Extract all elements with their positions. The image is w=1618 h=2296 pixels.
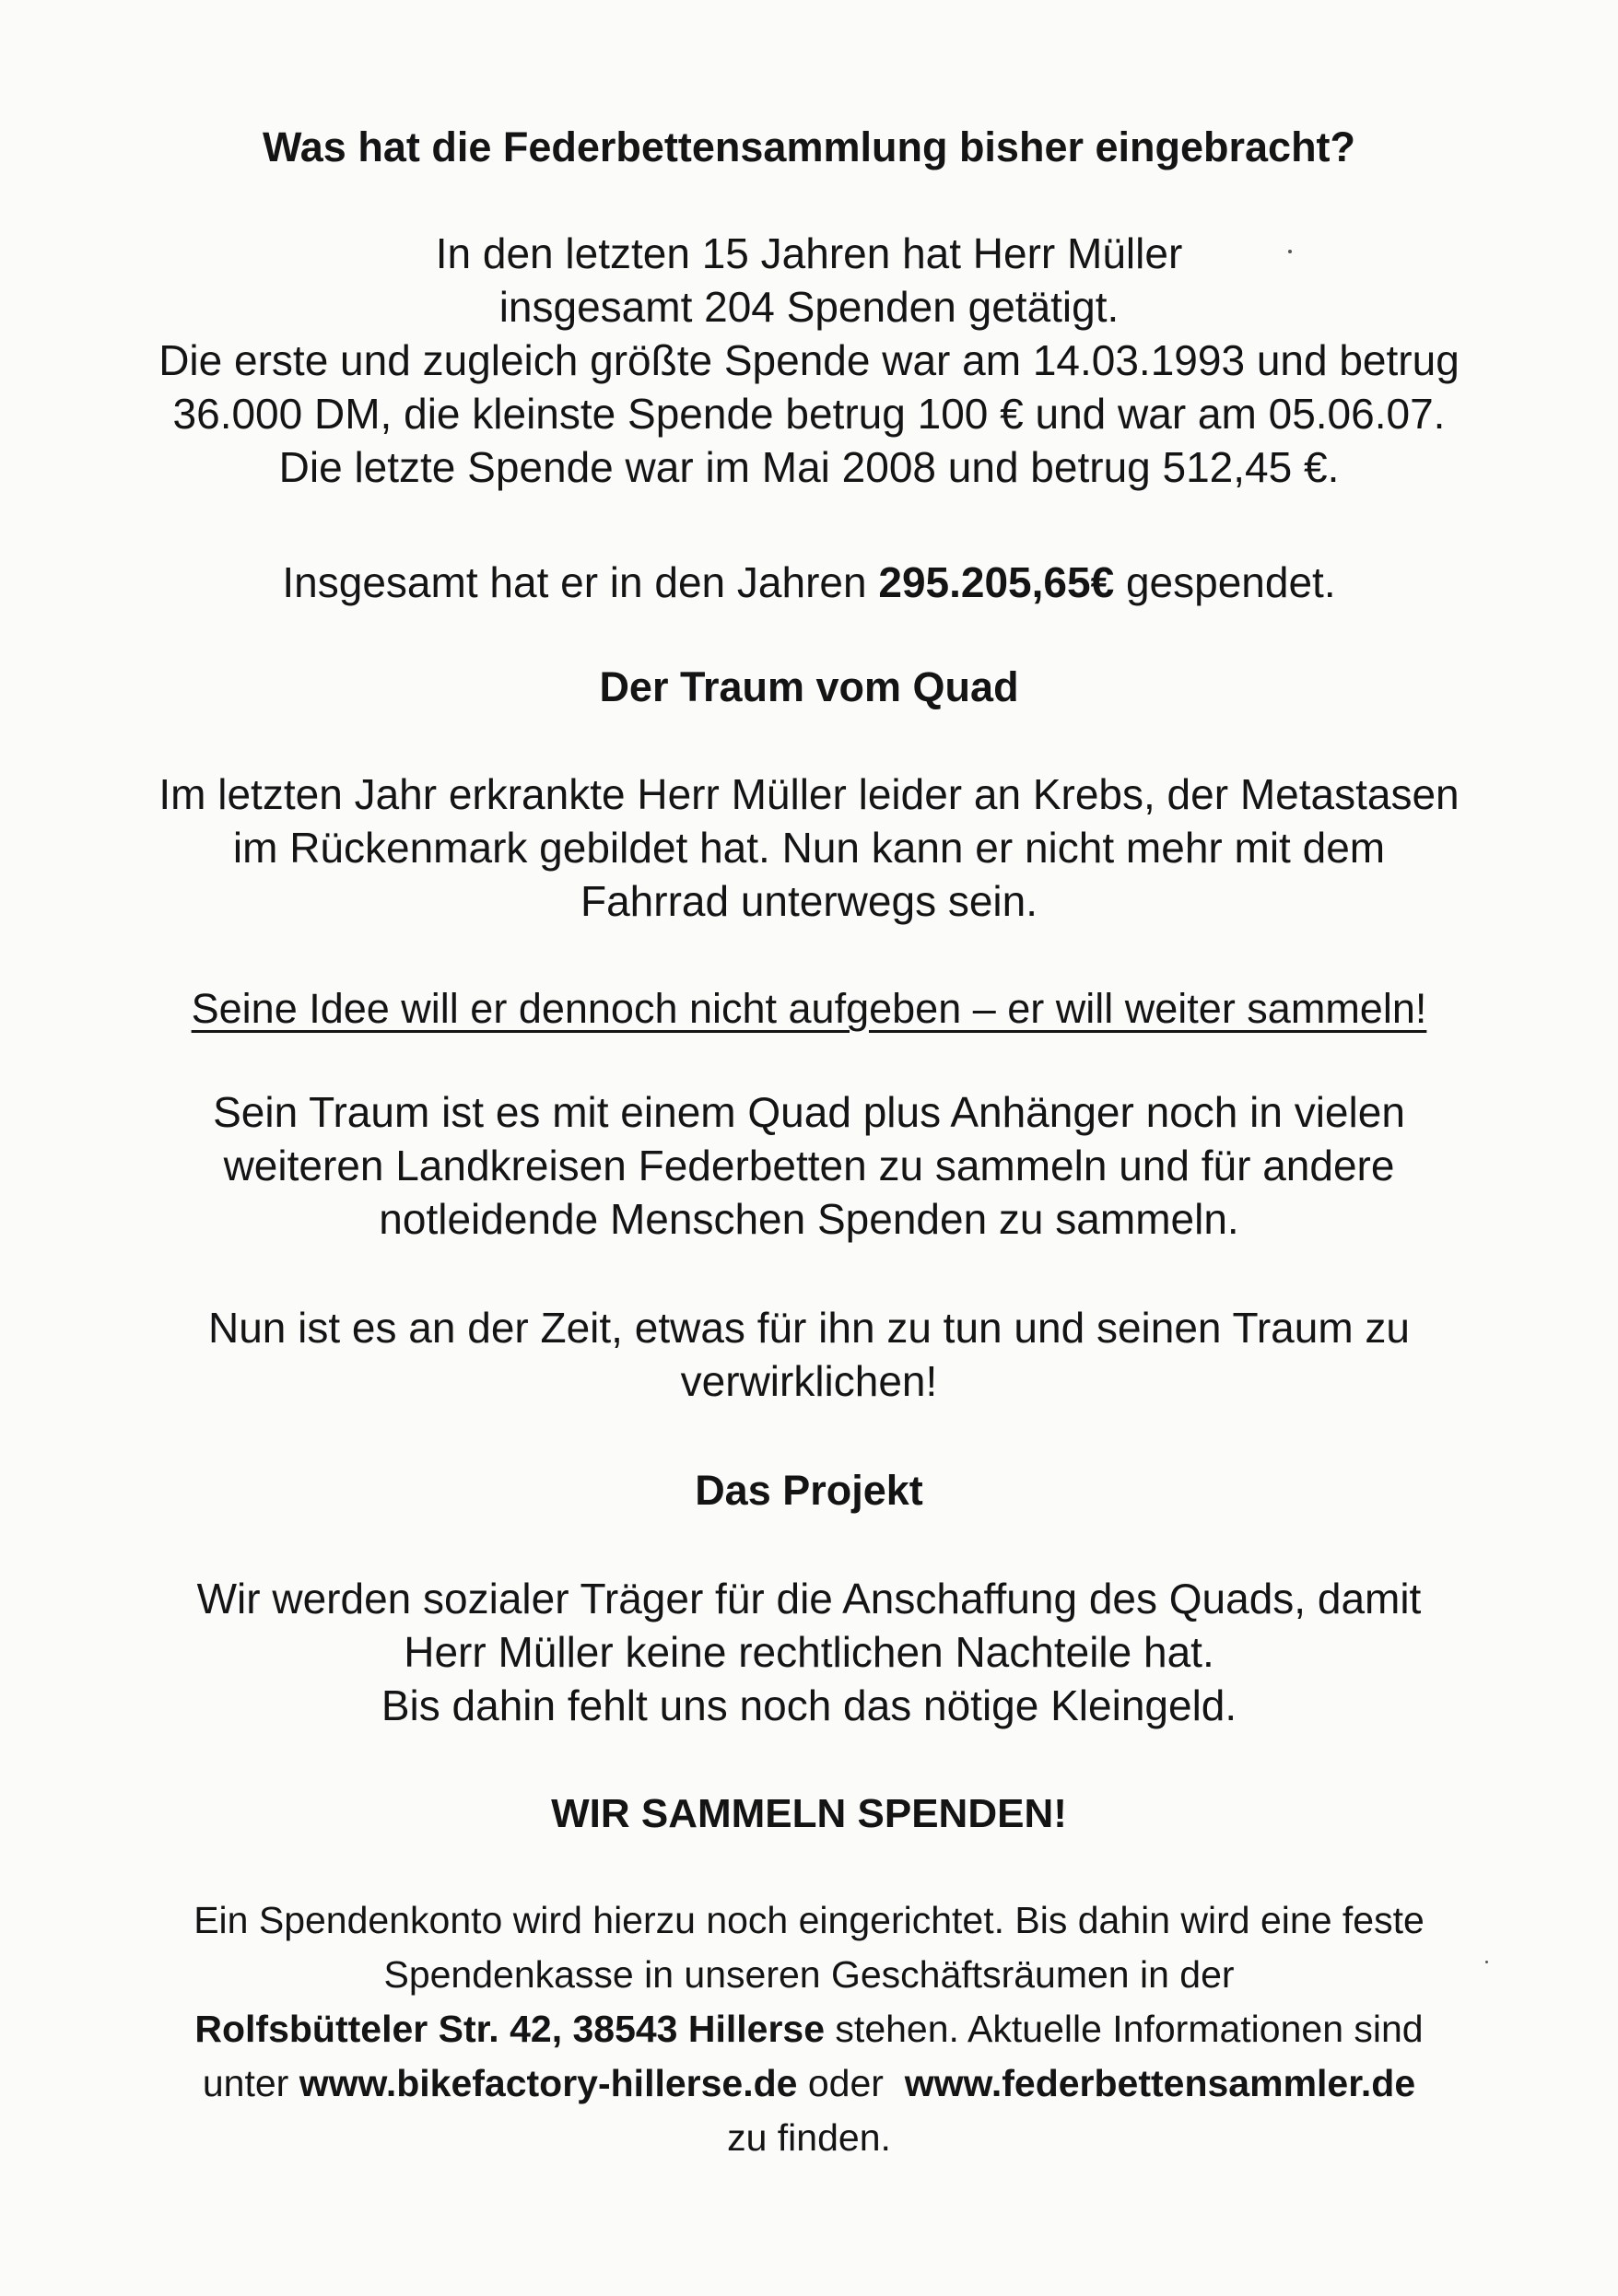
text-line: Herr Müller keine rechtlichen Nachteile hat.	[404, 1628, 1214, 1676]
call-to-action-paragraph	[55, 1301, 1563, 1408]
dream-paragraph	[55, 1085, 1563, 1246]
donation-statistics-paragraph	[55, 227, 1563, 494]
text-line: Die erste und zugleich größte Spende war am 14.03.1993 und betrug	[158, 336, 1460, 384]
text-line: Sein Traum ist es mit einem Quad plus Anhänger noch in vielen	[213, 1088, 1405, 1136]
text-line: Die letzte Spende war im Mai 2008 und betrug 512,45 €.	[278, 443, 1340, 491]
text-line: Fahrrad unterwegs sein.	[580, 877, 1038, 925]
text-line: Spendenkasse in unseren Geschäftsräumen in der	[383, 1953, 1235, 1996]
text-line: In den letzten 15 Jahren hat Herr Müller	[435, 229, 1183, 277]
text-line: insgesamt 204 Spenden getätigt.	[498, 283, 1120, 331]
total-amount: 295.205,65€	[878, 558, 1115, 606]
text-line: weiteren Landkreisen Federbetten zu sammeln und für andere	[223, 1142, 1395, 1189]
text-line: Nun ist es an der Zeit, etwas für ihn zu tun und seinen Traum zu	[207, 1304, 1410, 1352]
total-donations-paragraph: Insgesamt hat er in den Jahren 295.205,65€ gespendet.	[282, 558, 1336, 606]
text-line: verwirklichen!	[680, 1357, 938, 1405]
text-line: Bis dahin fehlt uns noch das nötige Kleingeld.	[381, 1681, 1237, 1729]
text-line: unter www.bikefactory-hillerse.de oder www.federbettensammler.de	[202, 2062, 1416, 2104]
heading-project: Das Projekt	[695, 1467, 923, 1514]
page-title: Was hat die Federbettensammlung bisher eingebracht?	[262, 123, 1356, 170]
illness-paragraph	[55, 767, 1563, 928]
text-line: 36.000 DM, die kleinste Spende betrug 100 € und war am 05.06.07.	[172, 390, 1446, 438]
website-link-federbettensammler[interactable]: www.federbettensammler.de	[904, 2062, 1416, 2104]
donation-account-paragraph	[55, 1893, 1563, 2165]
text-line: Wir werden sozialer Träger für die Anschaffung des Quads, damit	[196, 1575, 1422, 1622]
scan-speck	[1485, 1961, 1488, 1963]
underlined-idea-statement: Seine Idee will er dennoch nicht aufgeben – er will weiter sammeln!	[191, 985, 1427, 1032]
text-line: im Rückenmark gebildet hat. Nun kann er nicht mehr mit dem	[232, 824, 1386, 872]
address: Rolfsbütteler Str. 42, 38543 Hillerse	[194, 2008, 826, 2050]
text-line: Ein Spendenkonto wird hierzu noch eingerichtet. Bis dahin wird eine feste	[193, 1899, 1425, 1941]
text-line: zu finden.	[727, 2116, 891, 2159]
scan-speck	[1288, 250, 1292, 253]
project-paragraph	[55, 1572, 1563, 1732]
text-line: notleidende Menschen Spenden zu sammeln.	[379, 1195, 1239, 1243]
heading-quad-dream: Der Traum vom Quad	[599, 663, 1019, 710]
text-line: Rolfsbütteler Str. 42, 38543 Hillerse stehen. Aktuelle Informationen sind	[194, 2008, 1424, 2050]
text-line: Im letzten Jahr erkrankte Herr Müller leider an Krebs, der Metastasen	[158, 770, 1460, 818]
heading-collect-donations: WIR SAMMELN SPENDEN!	[551, 1791, 1067, 1836]
website-link-bikefactory[interactable]: www.bikefactory-hillerse.de	[299, 2062, 798, 2104]
